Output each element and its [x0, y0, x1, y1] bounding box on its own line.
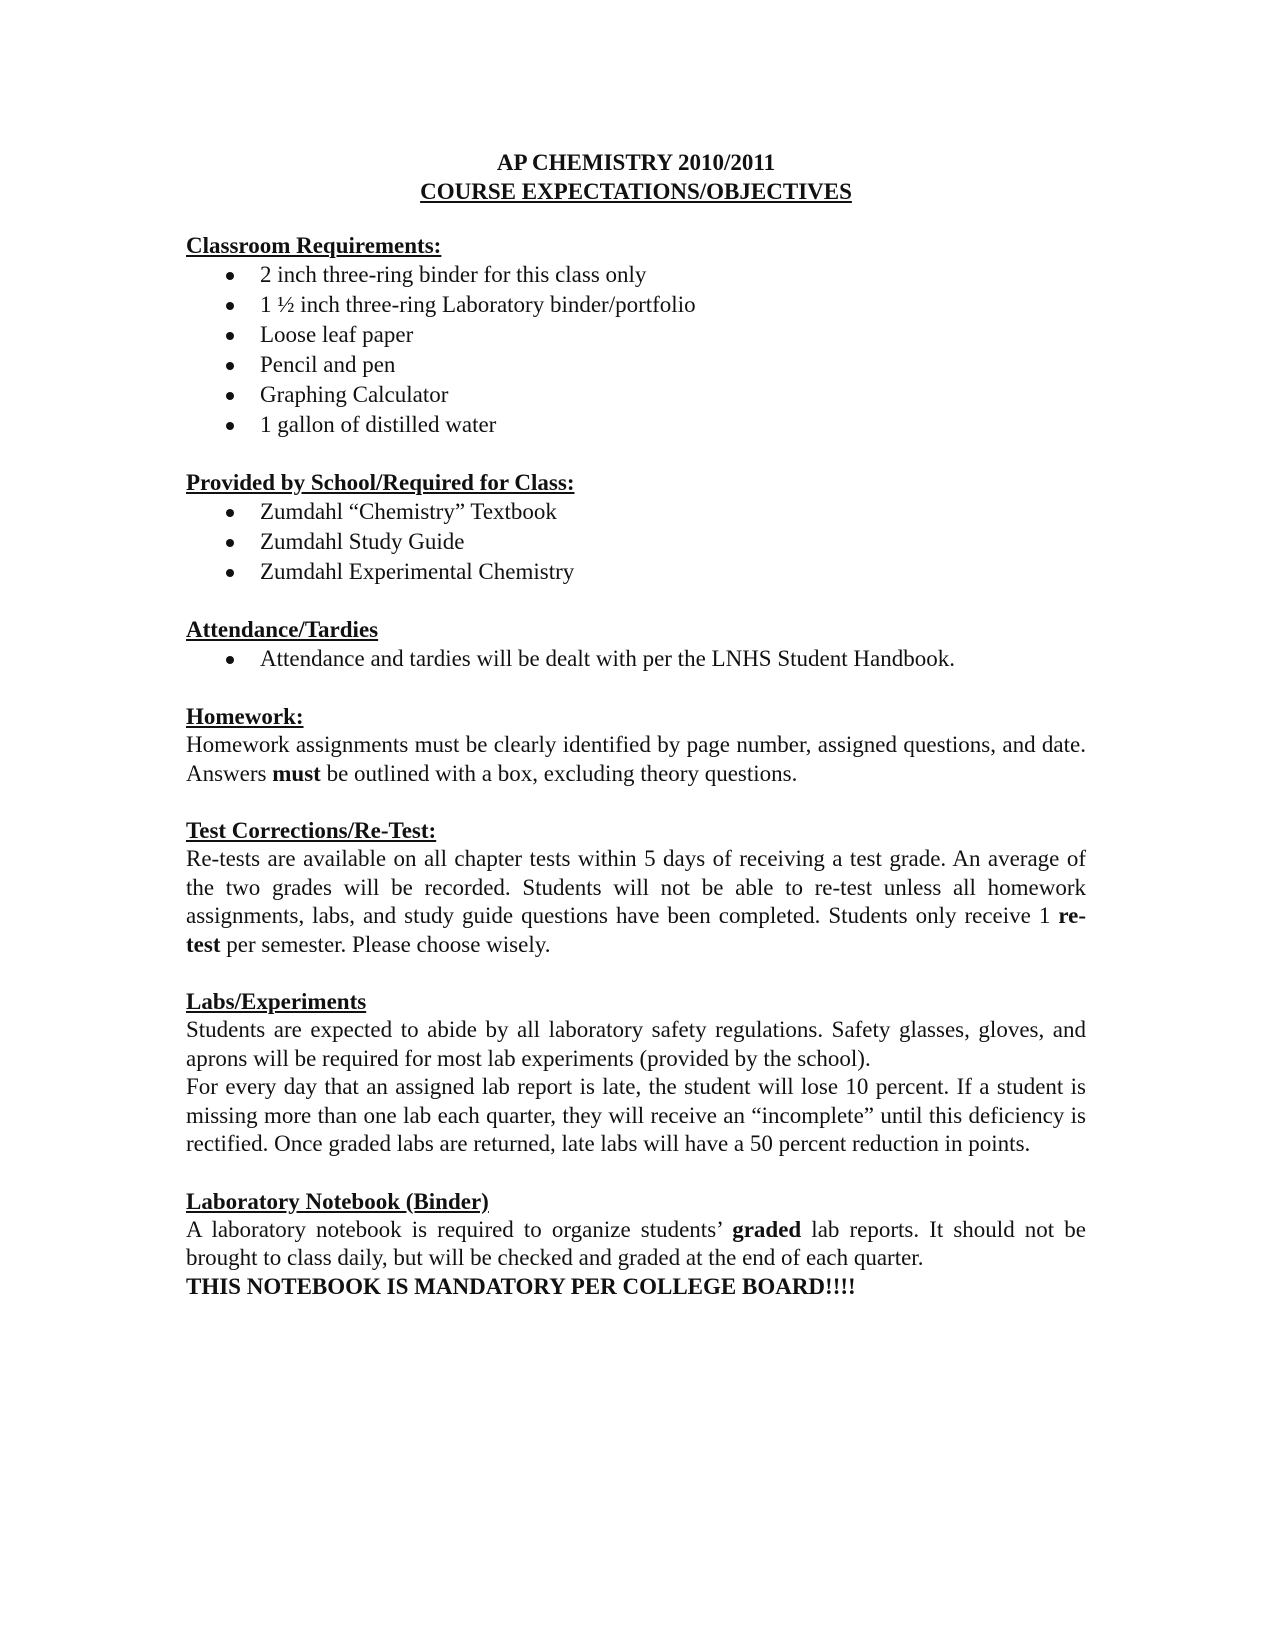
list-item: [186, 557, 1086, 587]
provided-by-school-heading: Provided by School/Required for Class:: [186, 470, 575, 495]
bullet-icon: [226, 422, 234, 430]
notebook-heading: Laboratory Notebook (Binder): [186, 1188, 489, 1214]
provided-by-school-section: [186, 468, 1086, 587]
notebook-section: [186, 1187, 1086, 1302]
list-item: [186, 527, 1086, 557]
list-item-text: Zumdahl Experimental Chemistry: [260, 559, 575, 584]
list-item: [186, 644, 1086, 674]
classroom-requirements-section: [186, 231, 1086, 440]
notebook-paragraph: A laboratory notebook is required to organize students’ graded lab reports. It should not be brought to class daily, but will be checked and graded at the end of each quarter.: [186, 1216, 1086, 1270]
labs-paragraph-late: For every day that an assigned lab report is late, the student will lose 10 percent. If a student is missing more than one lab each quarter, they will receive an “incomplete” until this deficiency is rectified. Once graded labs are returned, late labs will have a 50 percent reduction in points.: [186, 1074, 1086, 1156]
bullet-icon: [226, 539, 234, 547]
list-item-text: 1 ½ inch three-ring Laboratory binder/portfolio: [260, 292, 696, 317]
list-item-text: Zumdahl Study Guide: [260, 529, 465, 554]
retest-heading: Test Corrections/Re-Test:: [186, 818, 437, 843]
attendance-section: [186, 615, 1086, 674]
homework-section: [186, 702, 1086, 788]
classroom-requirements-heading: Classroom Requirements:: [186, 233, 442, 258]
list-item: [186, 380, 1086, 410]
attendance-list: [186, 644, 1086, 674]
attendance-heading: Attendance/Tardies: [186, 617, 379, 642]
labs-section: [186, 987, 1086, 1159]
bullet-icon: [226, 392, 234, 400]
list-item: [186, 320, 1086, 350]
course-subtitle: COURSE EXPECTATIONS/OBJECTIVES: [420, 179, 852, 204]
bullet-icon: [226, 302, 234, 310]
classroom-requirements-list: [186, 260, 1086, 440]
list-item: [186, 290, 1086, 320]
list-item: [186, 410, 1086, 440]
list-item: [186, 497, 1086, 527]
course-title: AP CHEMISTRY 2010/2011: [496, 150, 776, 175]
labs-paragraph-safety: Students are expected to abide by all laboratory safety regulations. Safety glasses, gloves, and aprons will be required for most lab experiments (provided by the school).: [186, 1017, 1086, 1071]
bullet-icon: [226, 509, 234, 517]
provided-by-school-list: [186, 497, 1086, 587]
retest-section: [186, 816, 1086, 959]
bullet-icon: [226, 332, 234, 340]
document-content: [186, 148, 1086, 1329]
bullet-icon: [226, 272, 234, 280]
bullet-icon: [226, 362, 234, 370]
homework-paragraph: Homework assignments must be clearly identified by page number, assigned questions, and date. Answers must be outlined with a box, excluding theory questions.: [186, 732, 1086, 786]
list-item-text: Loose leaf paper: [260, 322, 414, 347]
list-item-text: 2 inch three-ring binder for this class only: [260, 262, 647, 287]
list-item-text: Graphing Calculator: [260, 382, 449, 407]
mandatory-notice: THIS NOTEBOOK IS MANDATORY PER COLLEGE BOARD!!!!: [186, 1273, 856, 1299]
list-item: [186, 350, 1086, 380]
list-item-text: Pencil and pen: [260, 352, 396, 377]
list-item-text: Attendance and tardies will be dealt with per the LNHS Student Handbook.: [260, 646, 955, 671]
retest-paragraph: Re-tests are available on all chapter tests within 5 days of receiving a test grade. An average of the two grades will be recorded. Students will not be able to re-test unless all homework assignments, labs, and study guide questions have been completed. Students only receive 1 re-test per semester. Please choose wisely.: [186, 846, 1086, 957]
list-item-text: Zumdahl “Chemistry” Textbook: [260, 499, 557, 524]
homework-heading: Homework:: [186, 704, 304, 729]
list-item: [186, 260, 1086, 290]
bullet-icon: [226, 656, 234, 664]
labs-heading: Labs/Experiments: [186, 989, 367, 1014]
list-item-text: 1 gallon of distilled water: [260, 412, 497, 437]
bullet-icon: [226, 569, 234, 577]
title-block: [186, 148, 1086, 206]
